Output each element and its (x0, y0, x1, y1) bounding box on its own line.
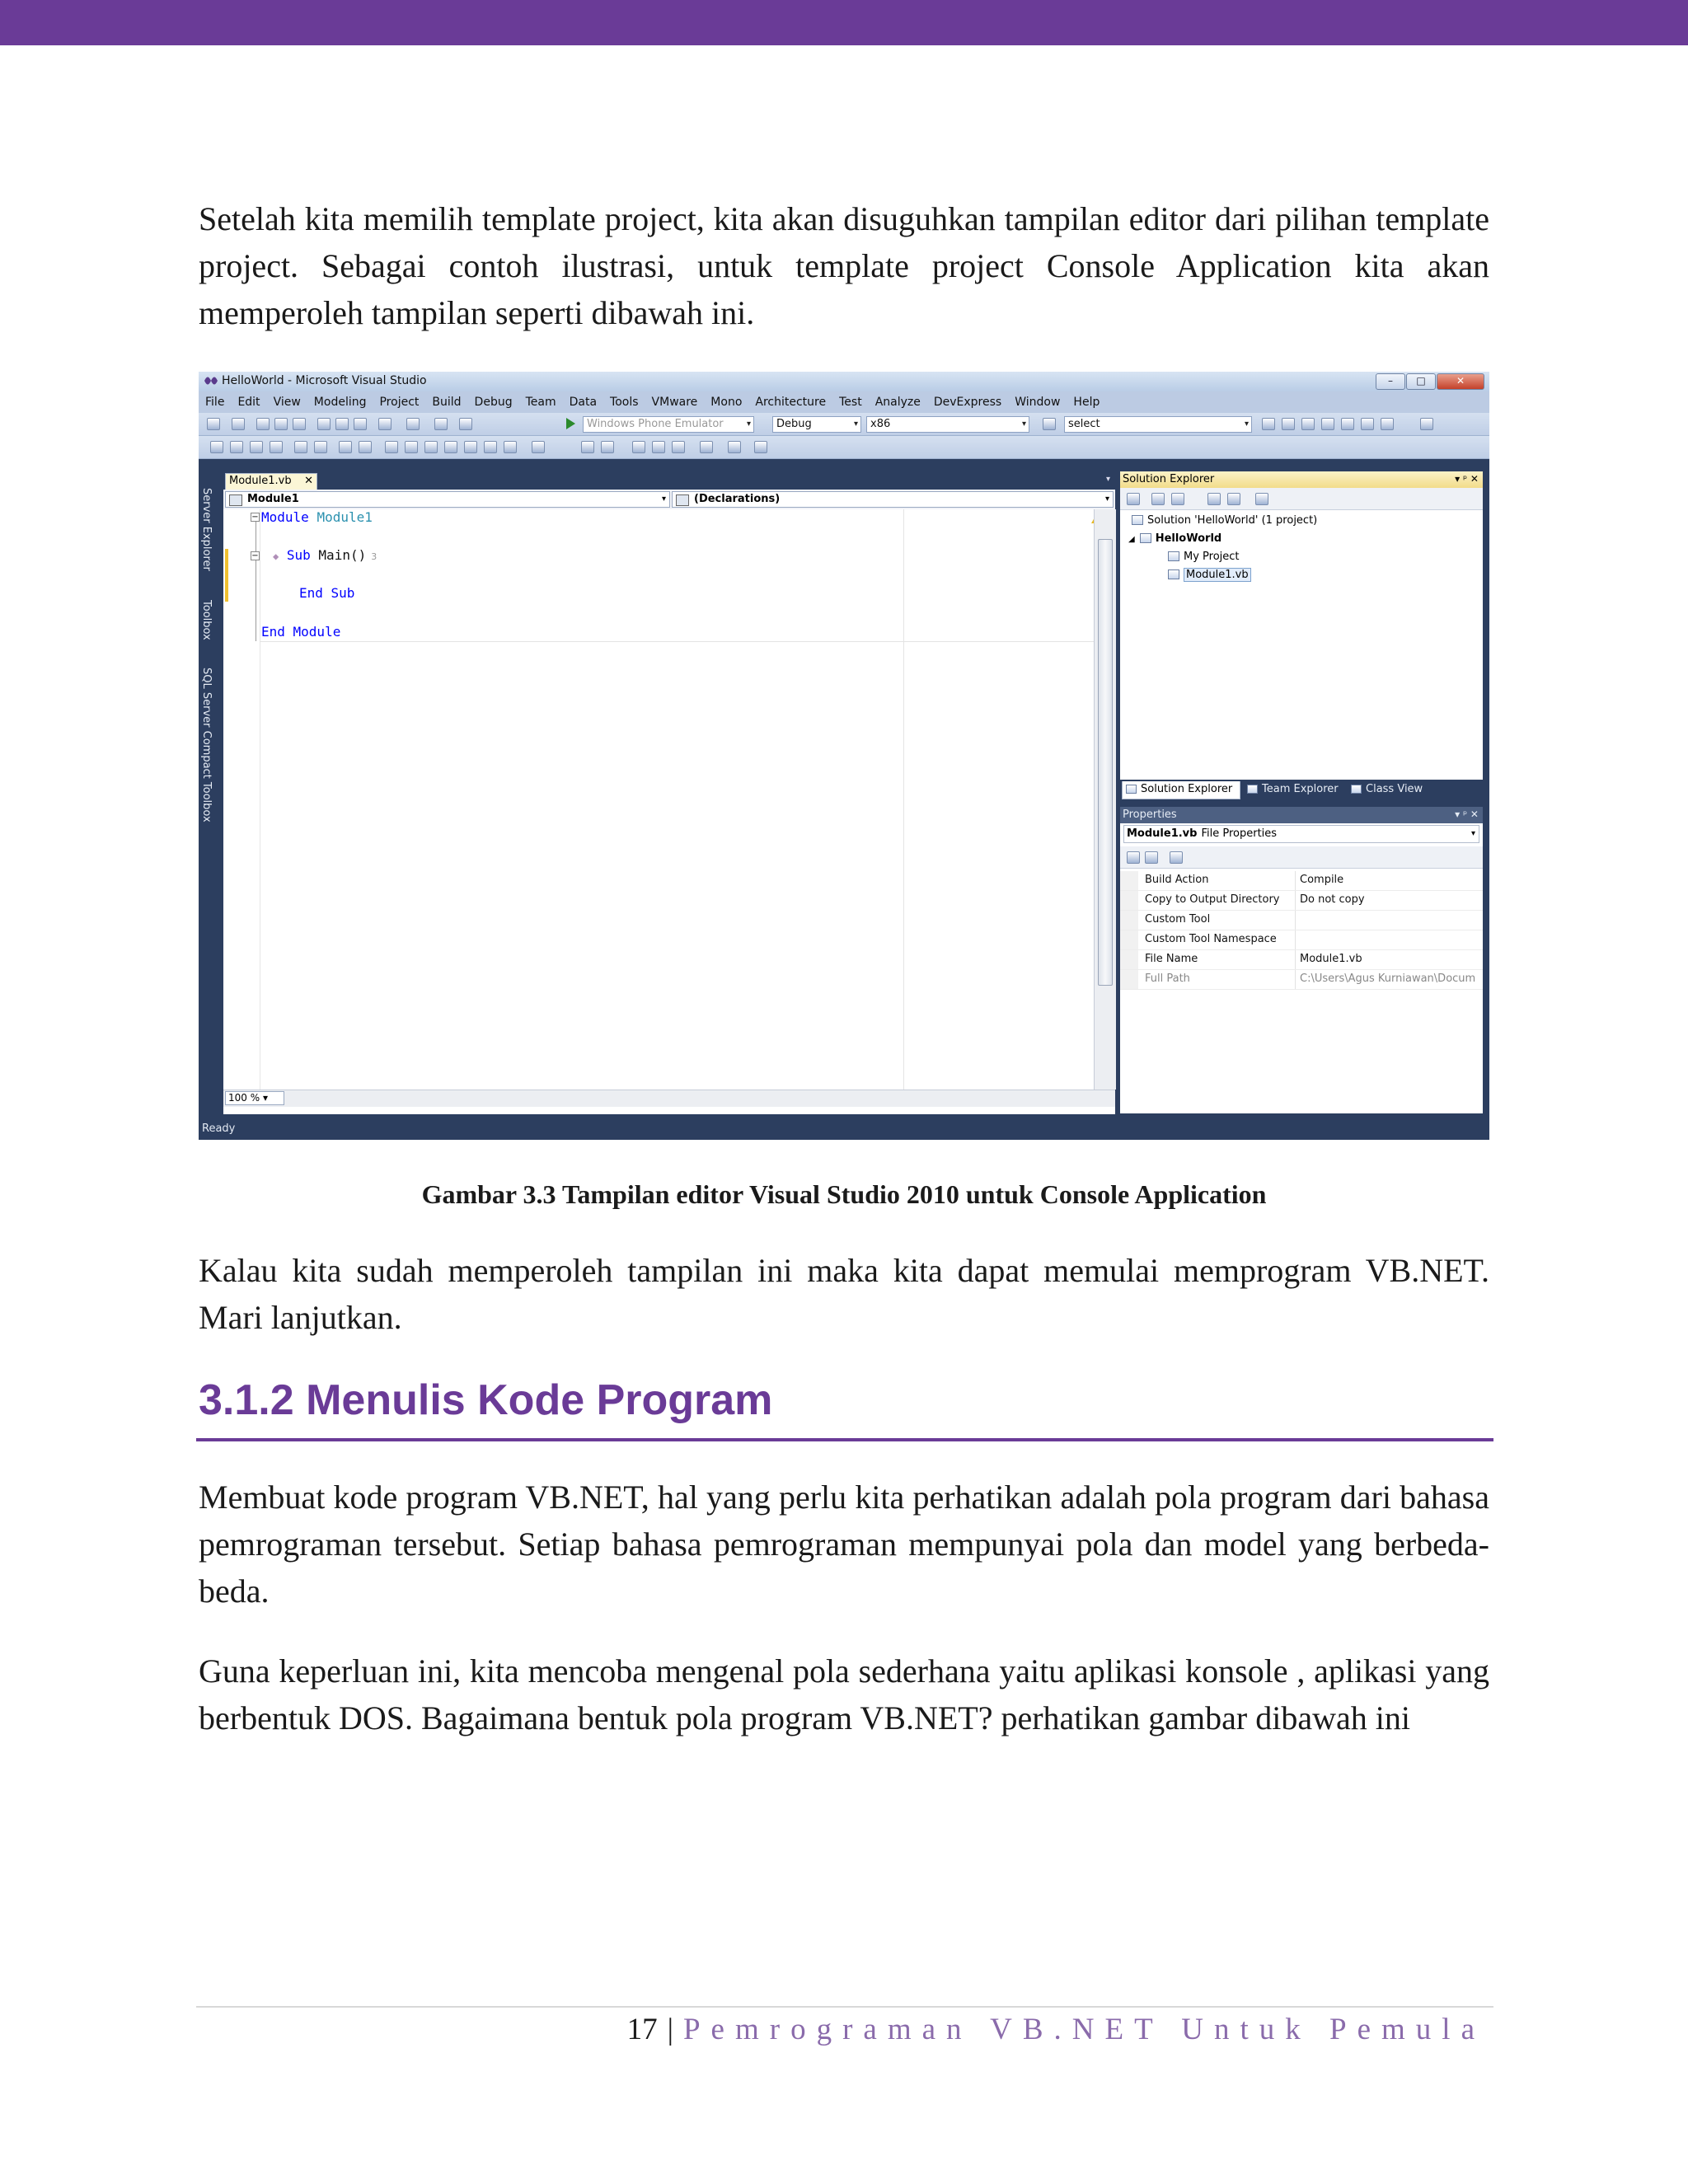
decrease-indent-icon[interactable] (294, 441, 307, 453)
tab-solution-explorer[interactable]: Solution Explorer (1122, 781, 1240, 799)
tab-order-icon[interactable] (728, 441, 741, 453)
zoom-value: 100 % (228, 1092, 260, 1104)
menu-edit[interactable]: Edit (237, 396, 260, 409)
bookmark-toggle-icon[interactable] (385, 441, 398, 453)
footer-separator: | (667, 2013, 673, 2046)
heading-underline (196, 1438, 1493, 1441)
tree-project[interactable]: ◢ HelloWorld (1128, 532, 1222, 545)
menu-data[interactable]: Data (569, 396, 598, 409)
view-designer-icon[interactable] (1227, 493, 1240, 505)
show-all-files-icon[interactable] (1151, 493, 1165, 505)
command-window-icon[interactable] (1381, 418, 1394, 430)
start-debugging-icon[interactable] (566, 418, 575, 429)
document-tab-module1[interactable] (225, 473, 317, 490)
code-line-3 (299, 585, 354, 601)
property-row[interactable]: Build Action Compile (1120, 871, 1483, 891)
categorized-icon[interactable] (1127, 851, 1140, 864)
layout-icon[interactable] (601, 441, 614, 453)
platform-combo[interactable]: x86 ▾ (866, 416, 1029, 433)
vertical-scrollbar[interactable] (1094, 509, 1116, 1090)
status-bar (199, 1118, 1489, 1140)
save-icon[interactable] (274, 418, 288, 430)
bookmark-clear-icon[interactable] (444, 441, 457, 453)
find-in-files-icon[interactable] (1043, 418, 1056, 430)
maximize-button[interactable]: □ (1406, 373, 1436, 390)
types-combo[interactable]: Module1 ▾ (225, 491, 670, 508)
toolbox-tab[interactable]: Toolbox (200, 600, 213, 640)
tree-solution[interactable]: Solution 'HelloWorld' (1 project) (1132, 514, 1317, 527)
expand-arrow-icon[interactable]: ◢ (1128, 535, 1135, 544)
menu-architecture[interactable]: Architecture (755, 396, 827, 409)
menu-view[interactable]: View (273, 396, 301, 409)
section-heading: 3.1.2 Menulis Kode Program (199, 1376, 773, 1424)
server-explorer-tab[interactable]: Server Explorer (200, 488, 213, 571)
book-title: Pemrograman VB.NET Untuk Pemula (682, 2013, 1485, 2046)
properties-panel (1120, 807, 1483, 1113)
paste-icon[interactable] (354, 418, 367, 430)
text-editor-toolbar (199, 436, 1489, 459)
align-center-icon[interactable] (652, 441, 665, 453)
solution-explorer-title: Solution Explorer (1123, 473, 1215, 485)
top-color-bar (0, 0, 1688, 45)
property-row[interactable]: Custom Tool (1120, 911, 1483, 930)
solution-explorer-tool-icon[interactable] (1262, 418, 1275, 430)
code-editor (223, 471, 1115, 1114)
object-browser-icon[interactable] (1301, 418, 1315, 430)
bookmark-prev-folder-icon[interactable] (504, 441, 517, 453)
menu-tools[interactable]: Tools (610, 396, 639, 409)
extension-manager-icon[interactable] (1341, 418, 1354, 430)
menu-modeling[interactable]: Modeling (313, 396, 367, 409)
make-same-size-icon[interactable] (700, 441, 713, 453)
my-project-icon (1168, 551, 1179, 561)
data-source-icon[interactable] (532, 441, 545, 453)
tree-module1-file[interactable]: Module1.vb (1168, 569, 1251, 581)
figure-caption: Gambar 3.3 Tampilan editor Visual Studio 2010 untuk Console Application (421, 1179, 1267, 1209)
close-button[interactable]: ✕ (1437, 373, 1484, 390)
device-target-combo[interactable]: Windows Phone Emulator ▾ (583, 416, 754, 433)
minimize-button[interactable]: – (1376, 373, 1405, 390)
module-name: Module1 (316, 509, 373, 525)
properties-object-name: Module1.vb (1127, 827, 1198, 840)
page-footer (627, 2008, 1485, 2052)
configuration-value: Debug (776, 418, 812, 430)
intro-paragraph: Setelah kita memilih template project, kita akan disuguhkan tampilan editor dari pilihan template project. Sebagai contoh ilustrasi, untuk template project Console Application kita akan memperoleh tampilan seperti dibawah ini. (199, 200, 1489, 331)
class-diagram-icon[interactable] (1255, 493, 1268, 505)
active-files-dropdown-icon[interactable]: ▾ (1105, 475, 1110, 484)
comment-icon[interactable] (339, 441, 352, 453)
redo-icon[interactable] (406, 418, 420, 430)
project-icon (1140, 533, 1151, 543)
properties-icon[interactable] (1127, 493, 1140, 505)
navigate-backward-icon[interactable] (434, 418, 448, 430)
vs-title-bar (199, 372, 1489, 391)
menu-debug[interactable]: Debug (474, 396, 513, 409)
menu-project[interactable]: Project (379, 396, 420, 409)
menu-vmware[interactable]: VMware (651, 396, 698, 409)
module-icon (229, 494, 242, 506)
bookmark-next-folder-icon[interactable] (484, 441, 497, 453)
page-number: 17 (626, 2013, 658, 2046)
members-combo[interactable]: (Declarations) ▾ (672, 491, 1114, 508)
property-pages-icon[interactable] (1170, 851, 1183, 864)
types-combo-value: Module1 (247, 493, 299, 505)
properties-header (1120, 807, 1483, 823)
menu-analyze[interactable]: Analyze (874, 396, 921, 409)
after-figure-paragraph: Kalau kita sudah memperoleh tampilan ini maka kita dapat memulai memprogram VB.NET. Mari lanjutkan. (199, 1252, 1489, 1336)
visual-studio-logo-icon (204, 376, 218, 386)
code-line-1 (261, 509, 373, 525)
tab-class-view[interactable]: Class View (1348, 781, 1423, 799)
menu-devexpress[interactable]: DevExpress (933, 396, 1002, 409)
bookmark-folder-icon[interactable] (464, 441, 477, 453)
find-combo[interactable]: select ▾ (1064, 416, 1252, 433)
visual-studio-screenshot (199, 372, 1489, 1140)
solution-explorer-header (1120, 471, 1483, 488)
navigation-bar (223, 490, 1115, 510)
copy-icon[interactable] (335, 418, 349, 430)
keyword-module: Module (261, 509, 309, 525)
complete-word-icon[interactable] (270, 441, 283, 453)
paragraph-pola-program: Membuat kode program VB.NET, hal yang perlu kita perhatikan adalah pola program dari bahasa pemrograman tersebut. Setiap bahasa pemrograman mempunyai pola dan model yang berbeda-beda. (199, 1479, 1489, 1610)
menu-file[interactable]: File (205, 396, 225, 409)
start-page-icon[interactable] (1361, 418, 1374, 430)
menu-mono[interactable]: Mono (710, 396, 743, 409)
keyword-end-module: End Module (261, 624, 341, 640)
close-tab-icon[interactable]: ✕ (304, 475, 313, 487)
refresh-icon[interactable] (1171, 493, 1184, 505)
align-right-icon[interactable] (672, 441, 685, 453)
property-row[interactable]: Custom Tool Namespace (1120, 930, 1483, 950)
class-view-tab-icon (1351, 785, 1362, 794)
solution-explorer-toolbar (1120, 488, 1483, 510)
property-grid (1120, 871, 1483, 990)
column-guide (903, 509, 904, 1090)
bookmark-next-icon[interactable] (424, 441, 438, 453)
tree-my-project[interactable]: My Project (1168, 551, 1240, 563)
vs-menu-bar (199, 391, 1489, 413)
document-tab-row (223, 471, 1115, 490)
left-tool-strip (199, 471, 217, 1118)
code-line-2 (273, 547, 377, 563)
method-icon: ◆ (273, 551, 279, 562)
team-explorer-tab-icon (1247, 785, 1258, 794)
members-combo-value: (Declarations) (694, 493, 781, 505)
solution-explorer-tab-icon (1126, 785, 1137, 794)
properties-object-combo[interactable]: Module1.vb File Properties ▾ (1123, 825, 1479, 843)
navigate-forward-icon[interactable] (459, 418, 472, 430)
vb-file-icon (1168, 569, 1179, 579)
properties-title: Properties (1123, 808, 1177, 821)
property-row[interactable]: Copy to Output Directory Do not copy (1120, 891, 1483, 911)
platform-value: x86 (870, 418, 891, 430)
horizontal-scrollbar[interactable] (223, 1090, 1115, 1107)
alphabetical-icon[interactable] (1145, 851, 1158, 864)
solution-explorer-panel (1120, 471, 1483, 780)
cut-icon[interactable] (317, 418, 331, 430)
keyword-end-sub: End Sub (299, 585, 355, 601)
add-item-icon[interactable] (232, 418, 245, 430)
paragraph-aplikasi-konsole: Guna keperluan ini, kita mencoba mengenal pola sederhana yaitu aplikasi konsole , aplikasi yang berbentuk DOS. Bagaimana bentuk pola program VB.NET? perhatikan gambar dibawah ini (199, 1652, 1489, 1736)
properties-toolbar (1120, 846, 1483, 869)
method-name: Main() (318, 547, 367, 563)
member-list-icon[interactable] (210, 441, 223, 453)
property-row[interactable]: Full Path C:\Users\Agus Kurniawan\Docum (1120, 970, 1483, 990)
increase-indent-icon[interactable] (314, 441, 327, 453)
quick-info-icon[interactable] (250, 441, 263, 453)
document-tab-label: Module1.vb (229, 475, 292, 487)
bookmark-prev-icon[interactable] (405, 441, 418, 453)
tab-team-explorer[interactable]: Team Explorer (1244, 781, 1339, 799)
new-project-icon[interactable] (207, 418, 220, 430)
keyword-sub: Sub (286, 547, 311, 563)
collapse-sub-icon[interactable]: − (251, 551, 259, 560)
open-folder-icon[interactable] (256, 418, 270, 430)
find-value: select (1068, 418, 1100, 430)
zoom-combo[interactable]: 100 % ▾ (225, 1091, 284, 1105)
view-code-icon[interactable] (1207, 493, 1221, 505)
change-tracking-bar (225, 549, 228, 602)
undo-icon[interactable] (378, 418, 392, 430)
toolbox-tool-icon[interactable] (1321, 418, 1334, 430)
standard-toolbar (199, 413, 1489, 436)
reference-count: 3 (371, 551, 377, 562)
properties-object-type: File Properties (1201, 827, 1278, 840)
properties-tool-icon[interactable] (1282, 418, 1295, 430)
code-line-4 (261, 624, 340, 640)
menu-help[interactable]: Help (1073, 396, 1100, 409)
align-left-icon[interactable] (632, 441, 645, 453)
end-of-code-guide (260, 641, 1094, 642)
configuration-combo[interactable]: Debug ▾ (772, 416, 861, 433)
menu-test[interactable]: Test (839, 396, 862, 409)
vs-window-title: HelloWorld - Microsoft Visual Studio (222, 374, 427, 387)
menu-team[interactable]: Team (525, 396, 556, 409)
properties-controls-icon[interactable]: ▾ ᵖ ✕ (1455, 808, 1479, 820)
toolbar-options-icon[interactable] (1420, 418, 1433, 430)
parameter-info-icon[interactable] (230, 441, 243, 453)
menu-window[interactable]: Window (1015, 396, 1061, 409)
center-horizontally-icon[interactable] (754, 441, 767, 453)
format-icon[interactable] (581, 441, 594, 453)
panel-tab-strip (1120, 780, 1483, 799)
collapse-module-icon[interactable]: − (251, 513, 259, 522)
device-target-value: Windows Phone Emulator (587, 418, 724, 430)
property-row[interactable]: File Name Module1.vb (1120, 950, 1483, 970)
uncomment-icon[interactable] (359, 441, 372, 453)
save-all-icon[interactable] (293, 418, 306, 430)
sql-server-compact-toolbox-tab[interactable]: SQL Server Compact Toolbox (200, 668, 213, 823)
panel-controls-icon[interactable]: ▾ ᵖ ✕ (1455, 473, 1479, 485)
vertical-scroll-thumb[interactable] (1098, 539, 1113, 986)
menu-build[interactable]: Build (432, 396, 462, 409)
solution-icon (1132, 515, 1143, 525)
code-text-area[interactable] (223, 509, 1094, 1090)
status-text: Ready (202, 1122, 236, 1135)
declarations-icon (676, 494, 689, 506)
